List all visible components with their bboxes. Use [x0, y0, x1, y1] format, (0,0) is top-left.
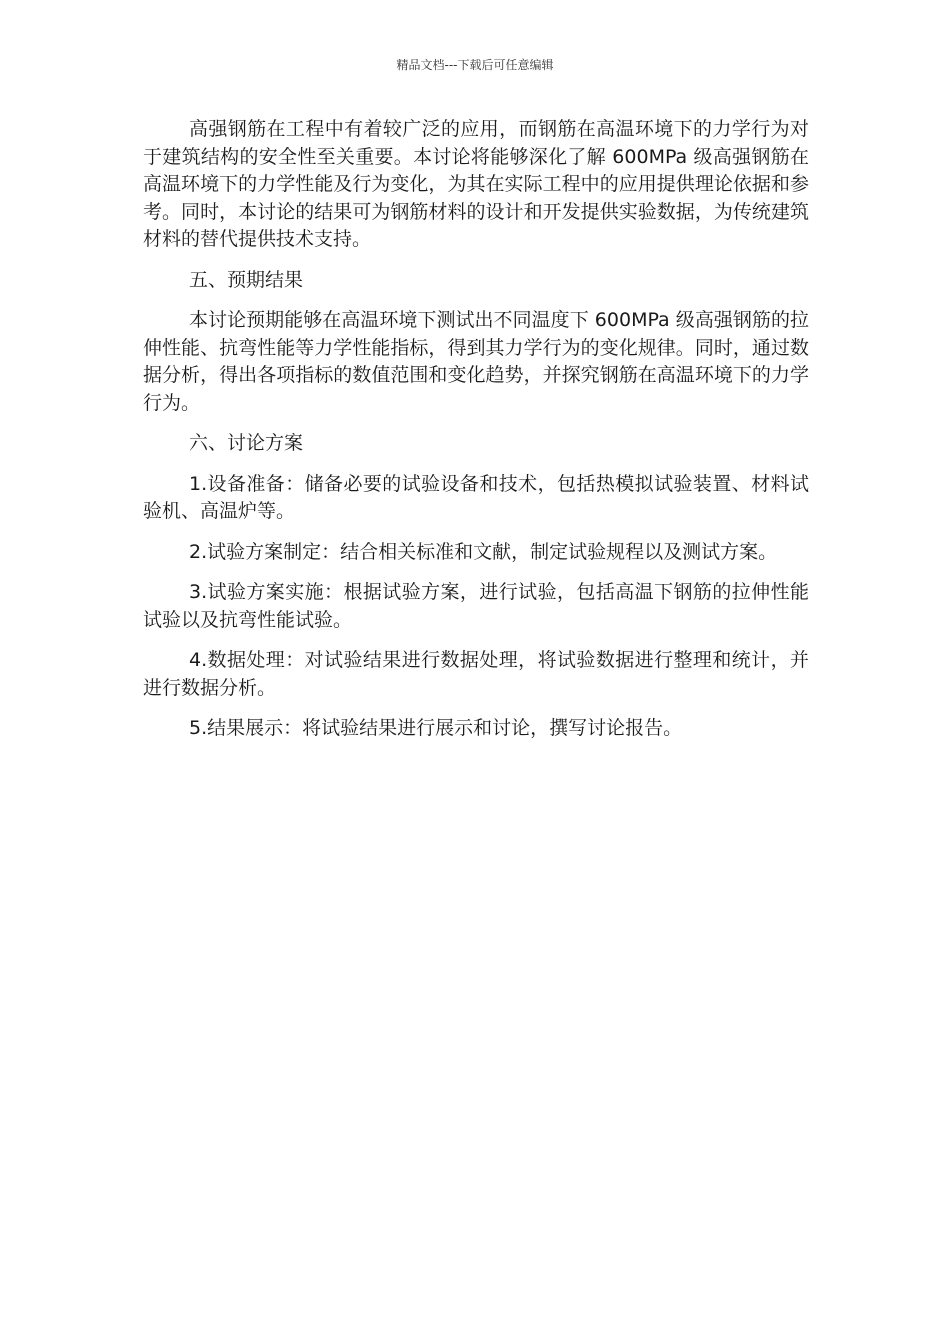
plan-item-results-presentation: 5.结果展示：将试验结果进行展示和讨论，撰写讨论报告。 [189, 717, 683, 739]
plan-item-equipment: 1.设备准备：储备必要的试验设备和技术，包括热模拟试验装置、材料试验机、高温炉等。 [143, 472, 809, 522]
plan-item-test-execution: 3.试验方案实施：根据试验方案，进行试验，包括高温下钢筋的拉伸性能试验以及抗弯性能试验。 [143, 581, 809, 631]
plan-item-test-design: 2.试验方案制定：结合相关标准和文献，制定试验规程以及测试方案。 [189, 540, 778, 563]
paragraph-expected-results: 本讨论预期能够在高温环境下测试出不同温度下 600MPa 级高强钢筋的拉伸性能、抗弯性能等力学性能指标，得到其力学行为的变化规律。同时，通过数据分析，得出各项指标的数值范围和变化趋势，并探究钢筋在高温环境下的力学行为。 [143, 309, 809, 414]
section-heading-expected-results: 五、预期结果 [189, 268, 304, 291]
plan-item-data-processing: 4.数据处理：对试验结果进行数据处理，将试验数据进行整理和统计，并进行数据分析。 [143, 649, 809, 699]
document-body [143, 116, 809, 756]
section-heading-research-plan: 六、讨论方案 [189, 432, 304, 454]
paragraph-significance: 高强钢筋在工程中有着较广泛的应用，而钢筋在高温环境下的力学行为对于建筑结构的安全性至关重要。本讨论将能够深化了解 600MPa 级高强钢筋在高温环境下的力学性能及行为变化，为其在实际工程中的应用提供理论依据和参考。同时，本讨论的结果可为钢筋材料的设计和开发提供实验数据，为传统建筑材料的替代提供技术支持。 [143, 118, 809, 250]
page-header: 精品文档---下载后可任意编辑 [396, 58, 554, 72]
